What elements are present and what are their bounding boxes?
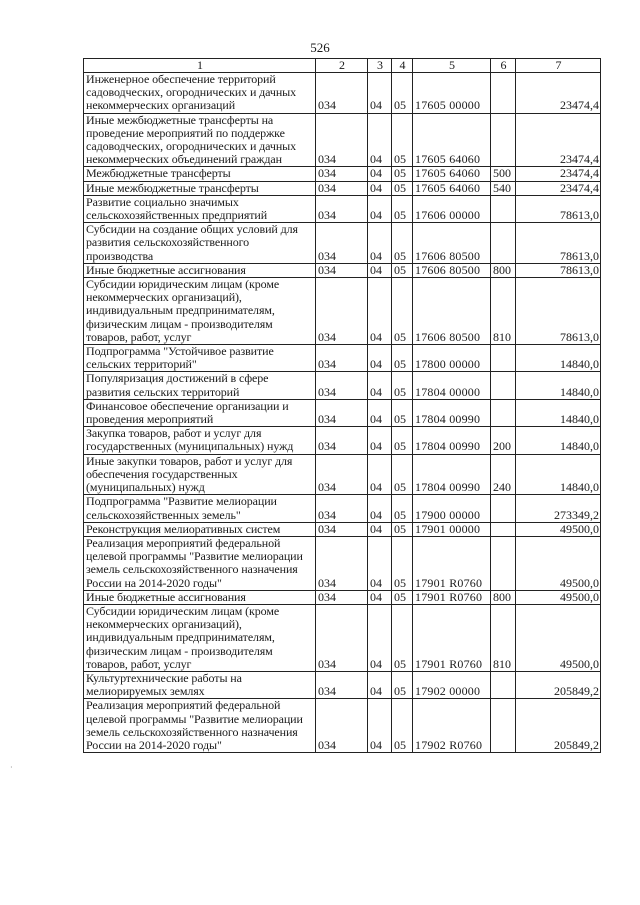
target-article-code: 17901 R0760 [413, 590, 491, 604]
target-article-code: 17901 R0760 [413, 536, 491, 590]
target-article-code: 17605 64060 [413, 181, 491, 195]
subsection-code: 05 [392, 181, 413, 195]
ministry-code: 034 [316, 195, 368, 222]
amount: 14840,0 [516, 345, 601, 372]
subsection-code: 05 [392, 536, 413, 590]
table-row [84, 345, 601, 372]
scan-speck: · [10, 763, 13, 772]
expense-type-code [491, 195, 516, 222]
row-name: Подпрограмма "Устойчивое развитие сельских территорий" [84, 345, 316, 372]
subsection-code: 05 [392, 195, 413, 222]
table-row [84, 671, 601, 698]
amount: 205849,2 [516, 671, 601, 698]
ministry-code: 034 [316, 263, 368, 277]
row-name: Иные межбюджетные трансферты на проведение мероприятий по поддержке садоводческих, огороднических и дачных некоммерческих объединений граждан [84, 113, 316, 167]
ministry-code: 034 [316, 536, 368, 590]
target-article-code: 17605 64060 [413, 167, 491, 181]
ministry-code: 034 [316, 223, 368, 264]
section-code: 04 [368, 113, 392, 167]
table-row [84, 522, 601, 536]
amount: 14840,0 [516, 372, 601, 399]
subsection-code: 05 [392, 278, 413, 345]
target-article-code: 17606 80500 [413, 278, 491, 345]
budget-table [83, 58, 601, 753]
ministry-code: 034 [316, 495, 368, 522]
row-name: Иные бюджетные ассигнования [84, 590, 316, 604]
expense-type-code: 800 [491, 590, 516, 604]
section-code: 04 [368, 699, 392, 753]
section-code: 04 [368, 604, 392, 671]
ministry-code: 034 [316, 699, 368, 753]
expense-type-code [491, 372, 516, 399]
amount: 205849,2 [516, 699, 601, 753]
row-name: Инженерное обеспечение территорий садоводческих, огороднических и дачных некоммерческих организаций [84, 73, 316, 114]
section-code: 04 [368, 263, 392, 277]
amount: 23474,4 [516, 167, 601, 181]
table-row [84, 195, 601, 222]
column-header: 6 [491, 59, 516, 73]
amount: 23474,4 [516, 113, 601, 167]
amount: 273349,2 [516, 495, 601, 522]
row-name: Иные межбюджетные трансферты [84, 181, 316, 195]
target-article-code: 17804 00990 [413, 427, 491, 454]
amount: 49500,0 [516, 536, 601, 590]
ministry-code: 034 [316, 604, 368, 671]
subsection-code: 05 [392, 263, 413, 277]
column-header: 4 [392, 59, 413, 73]
subsection-code: 05 [392, 73, 413, 114]
expense-type-code: 200 [491, 427, 516, 454]
table-row [84, 263, 601, 277]
row-name: Иные бюджетные ассигнования [84, 263, 316, 277]
column-header: 5 [413, 59, 491, 73]
ministry-code: 034 [316, 181, 368, 195]
amount: 23474,4 [516, 73, 601, 114]
table-row [84, 495, 601, 522]
table-row [84, 590, 601, 604]
section-code: 04 [368, 427, 392, 454]
row-name: Подпрограмма "Развитие мелиорации сельскохозяйственных земель" [84, 495, 316, 522]
subsection-code: 05 [392, 522, 413, 536]
table-row [84, 73, 601, 114]
section-code: 04 [368, 345, 392, 372]
table-row [84, 399, 601, 426]
row-name: Субсидии юридическим лицам (кроме некоммерческих организаций), индивидуальным предпринимателям, физическим лицам - производителям товаров, работ, услуг [84, 604, 316, 671]
subsection-code: 05 [392, 495, 413, 522]
subsection-code: 05 [392, 699, 413, 753]
target-article-code: 17605 00000 [413, 73, 491, 114]
page-number: 526 [310, 40, 330, 55]
target-article-code: 17900 00000 [413, 495, 491, 522]
ministry-code: 034 [316, 427, 368, 454]
expense-type-code: 810 [491, 604, 516, 671]
target-article-code: 17606 80500 [413, 263, 491, 277]
subsection-code: 05 [392, 454, 413, 495]
target-article-code: 17804 00990 [413, 454, 491, 495]
ministry-code: 034 [316, 113, 368, 167]
expense-type-code: 540 [491, 181, 516, 195]
section-code: 04 [368, 372, 392, 399]
table-row [84, 181, 601, 195]
ministry-code: 034 [316, 671, 368, 698]
column-header: 2 [316, 59, 368, 73]
expense-type-code: 500 [491, 167, 516, 181]
ministry-code: 034 [316, 73, 368, 114]
table-row [84, 113, 601, 167]
target-article-code: 17902 00000 [413, 671, 491, 698]
subsection-code: 05 [392, 223, 413, 264]
amount: 14840,0 [516, 399, 601, 426]
amount: 78613,0 [516, 195, 601, 222]
subsection-code: 05 [392, 113, 413, 167]
section-code: 04 [368, 536, 392, 590]
expense-type-code [491, 73, 516, 114]
expense-type-code [491, 671, 516, 698]
row-name: Развитие социально значимых сельскохозяйственных предприятий [84, 195, 316, 222]
expense-type-code [491, 522, 516, 536]
expense-type-code [491, 699, 516, 753]
amount: 49500,0 [516, 604, 601, 671]
column-number-row [84, 59, 601, 73]
expense-type-code [491, 223, 516, 264]
target-article-code: 17901 00000 [413, 522, 491, 536]
table-row [84, 699, 601, 753]
section-code: 04 [368, 73, 392, 114]
amount: 78613,0 [516, 263, 601, 277]
section-code: 04 [368, 495, 392, 522]
subsection-code: 05 [392, 345, 413, 372]
row-name: Культуртехнические работы на мелиорируемых землях [84, 671, 316, 698]
amount: 49500,0 [516, 522, 601, 536]
subsection-code: 05 [392, 590, 413, 604]
target-article-code: 17800 00000 [413, 345, 491, 372]
expense-type-code: 240 [491, 454, 516, 495]
amount: 78613,0 [516, 223, 601, 264]
row-name: Реализация мероприятий федеральной целевой программы "Развитие мелиорации земель сельскохозяйственного назначения России на 2014-2020 годы" [84, 699, 316, 753]
row-name: Закупка товаров, работ и услуг для государственных (муниципальных) нужд [84, 427, 316, 454]
expense-type-code [491, 536, 516, 590]
subsection-code: 05 [392, 167, 413, 181]
subsection-code: 05 [392, 671, 413, 698]
expense-type-code: 800 [491, 263, 516, 277]
section-code: 04 [368, 399, 392, 426]
column-header: 1 [84, 59, 316, 73]
ministry-code: 034 [316, 345, 368, 372]
table-row [84, 604, 601, 671]
amount: 14840,0 [516, 454, 601, 495]
budget-rows [84, 73, 601, 753]
target-article-code: 17606 80500 [413, 223, 491, 264]
section-code: 04 [368, 167, 392, 181]
table-row [84, 372, 601, 399]
section-code: 04 [368, 454, 392, 495]
target-article-code: 17902 R0760 [413, 699, 491, 753]
row-name: Межбюджетные трансферты [84, 167, 316, 181]
ministry-code: 034 [316, 399, 368, 426]
subsection-code: 05 [392, 372, 413, 399]
target-article-code: 17804 00000 [413, 372, 491, 399]
expense-type-code: 810 [491, 278, 516, 345]
expense-type-code [491, 345, 516, 372]
subsection-code: 05 [392, 427, 413, 454]
target-article-code: 17606 00000 [413, 195, 491, 222]
ministry-code: 034 [316, 522, 368, 536]
ministry-code: 034 [316, 372, 368, 399]
ministry-code: 034 [316, 590, 368, 604]
row-name: Финансовое обеспечение организации и проведения мероприятий [84, 399, 316, 426]
column-header: 7 [516, 59, 601, 73]
section-code: 04 [368, 223, 392, 264]
column-header: 3 [368, 59, 392, 73]
section-code: 04 [368, 181, 392, 195]
expense-type-code [491, 113, 516, 167]
row-name: Реконструкция мелиоративных систем [84, 522, 316, 536]
amount: 78613,0 [516, 278, 601, 345]
row-name: Иные закупки товаров, работ и услуг для обеспечения государственных (муниципальных) нужд [84, 454, 316, 495]
table-row [84, 454, 601, 495]
table-row [84, 427, 601, 454]
target-article-code: 17605 64060 [413, 113, 491, 167]
ministry-code: 034 [316, 454, 368, 495]
amount: 49500,0 [516, 590, 601, 604]
row-name: Реализация мероприятий федеральной целевой программы "Развитие мелиорации земель сельскохозяйственного назначения России на 2014-2020 годы" [84, 536, 316, 590]
subsection-code: 05 [392, 399, 413, 426]
row-name: Субсидии на создание общих условий для развития сельскохозяйственного производства [84, 223, 316, 264]
row-name: Популяризация достижений в сфере развития сельских территорий [84, 372, 316, 399]
row-name: Субсидии юридическим лицам (кроме некоммерческих организаций), индивидуальным предпринимателям, физическим лицам - производителям товаров, работ, услуг [84, 278, 316, 345]
amount: 23474,4 [516, 181, 601, 195]
section-code: 04 [368, 671, 392, 698]
subsection-code: 05 [392, 604, 413, 671]
expense-type-code [491, 495, 516, 522]
table-row [84, 223, 601, 264]
section-code: 04 [368, 278, 392, 345]
section-code: 04 [368, 522, 392, 536]
target-article-code: 17901 R0760 [413, 604, 491, 671]
table-row [84, 278, 601, 345]
table-row [84, 536, 601, 590]
target-article-code: 17804 00990 [413, 399, 491, 426]
section-code: 04 [368, 195, 392, 222]
expense-type-code [491, 399, 516, 426]
amount: 14840,0 [516, 427, 601, 454]
ministry-code: 034 [316, 167, 368, 181]
table-row [84, 167, 601, 181]
section-code: 04 [368, 590, 392, 604]
ministry-code: 034 [316, 278, 368, 345]
